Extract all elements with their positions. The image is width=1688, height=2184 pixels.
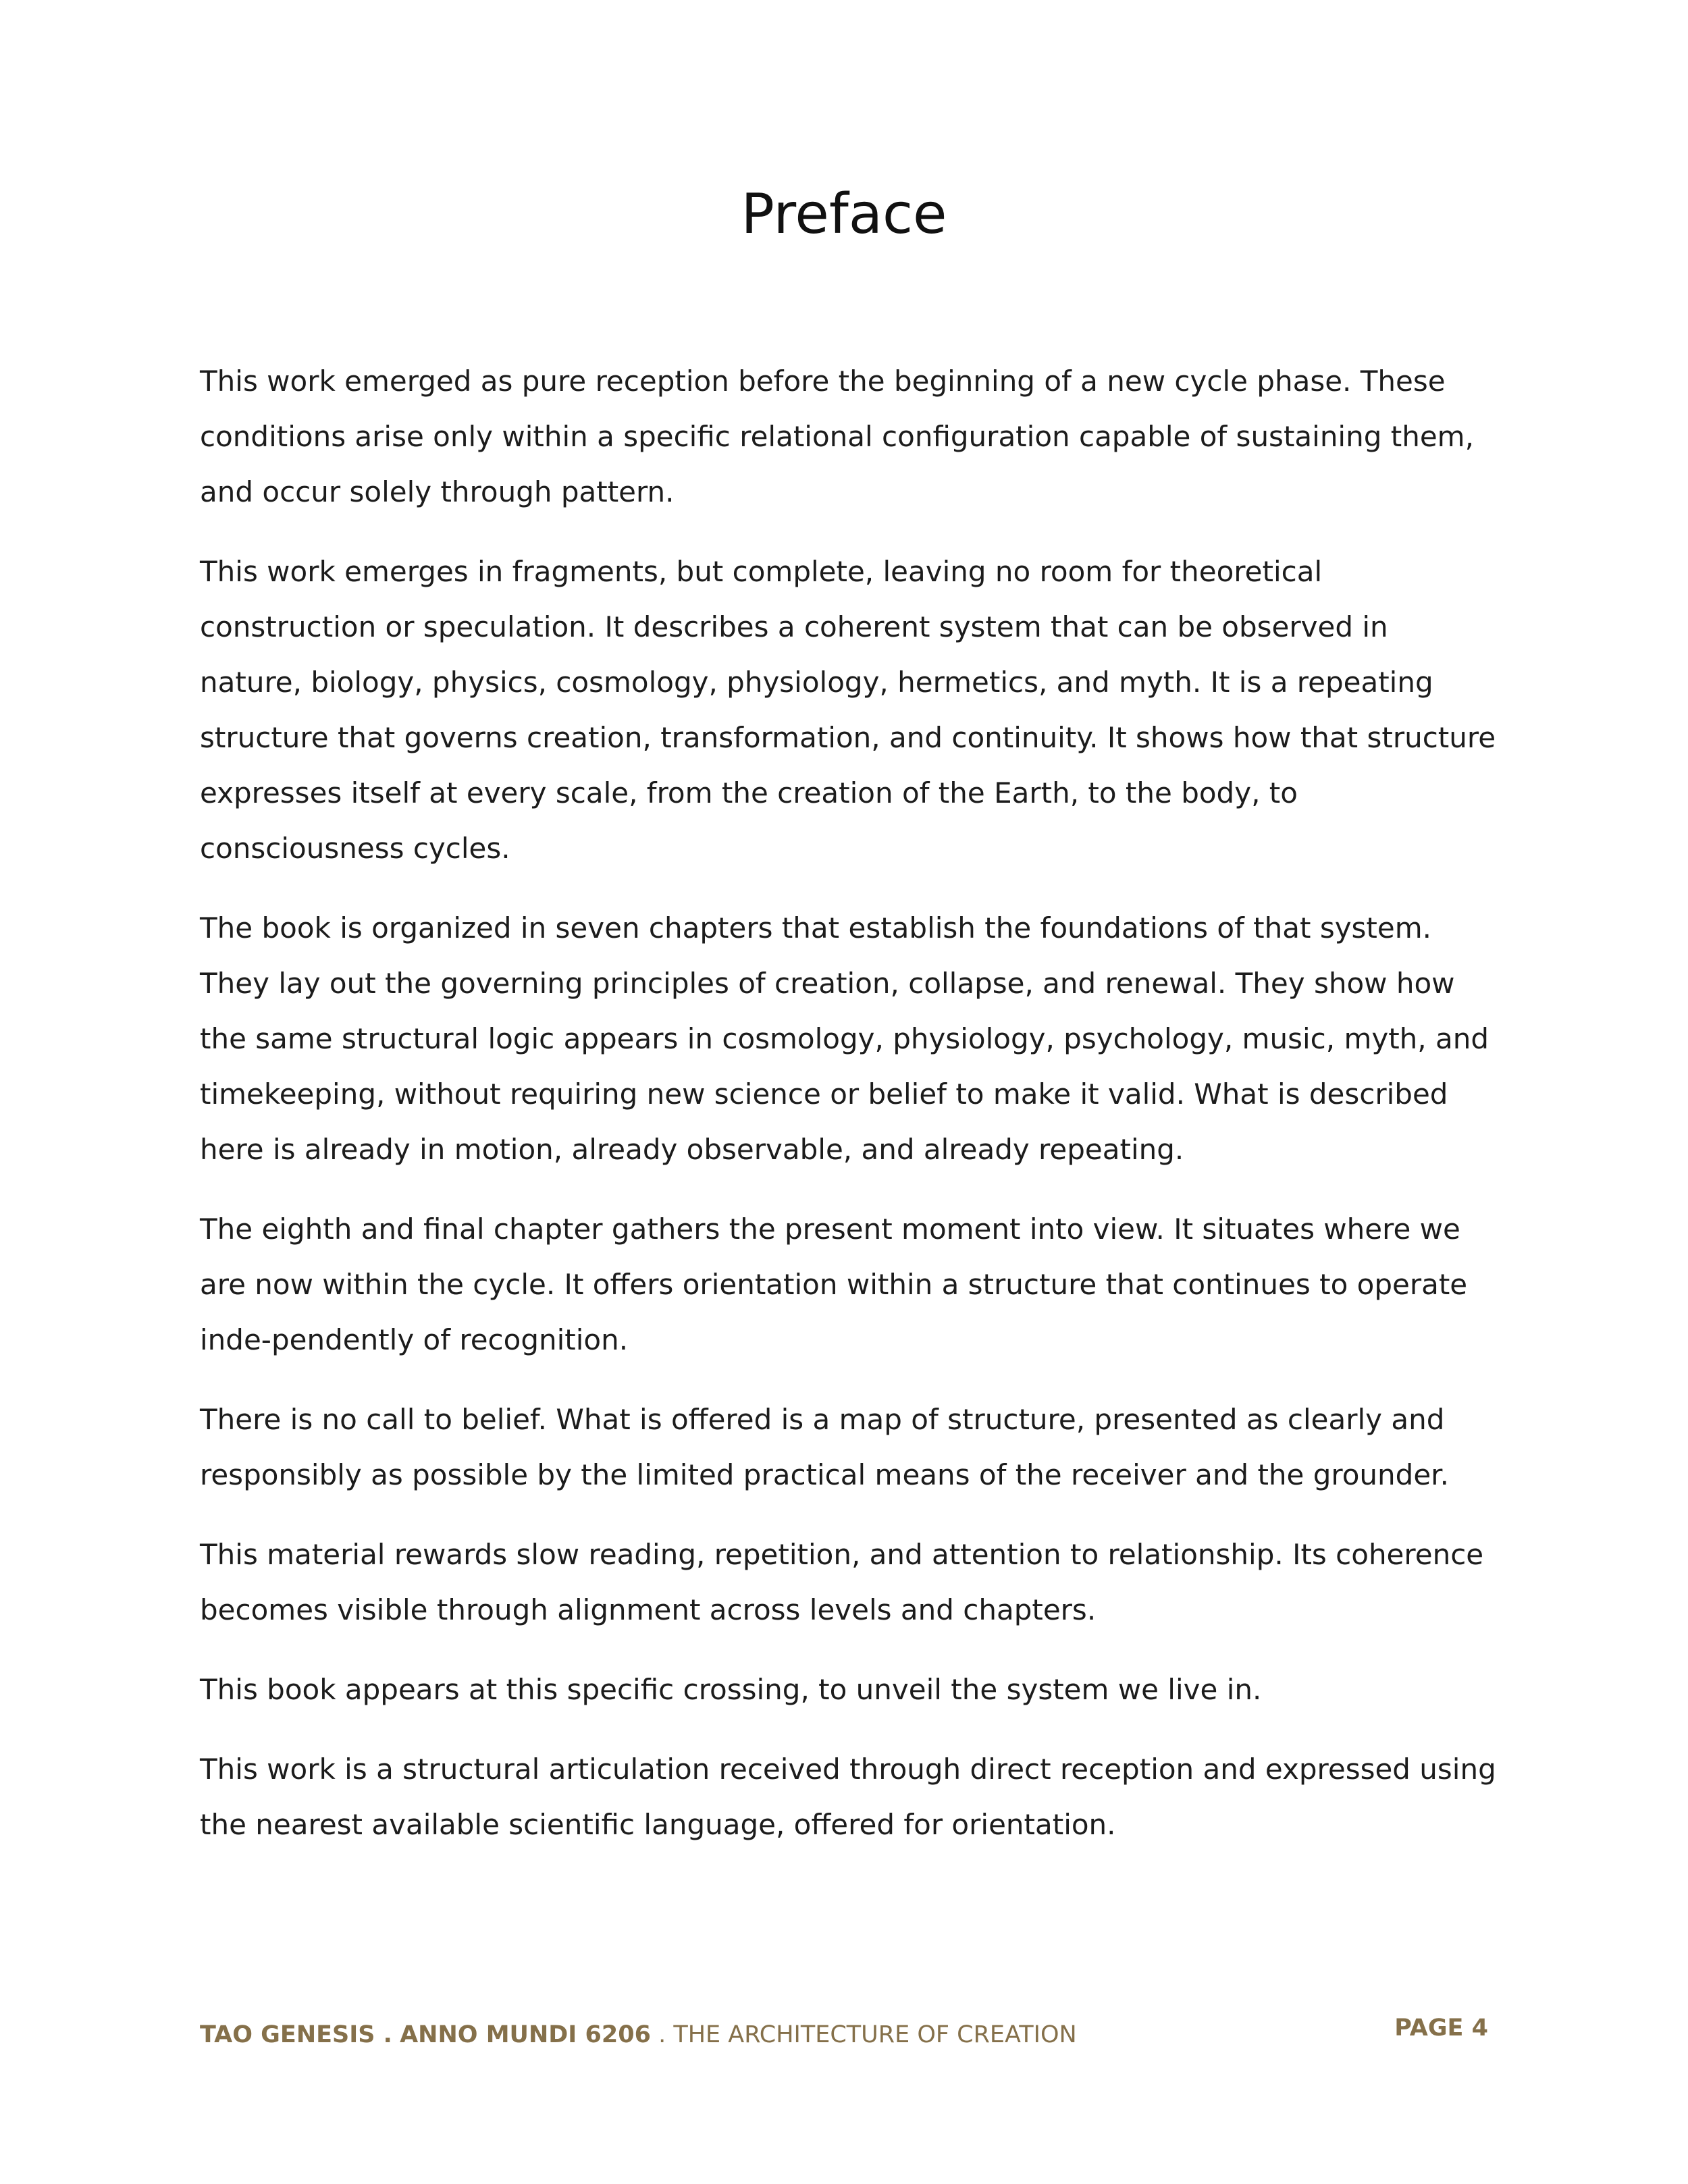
paragraph: The eighth and final chapter gathers the present moment into view. It situates where we are now within the cycle. It offers orientation within a structure that continues to operate inde-pendently of recognition. bbox=[200, 1213, 1468, 1356]
paragraph: There is no call to belief. What is offered is a map of structure, presented as clearly and responsibly as possible by the limited practical means of the receiver and the grounder. bbox=[200, 1403, 1449, 1491]
running-footer bbox=[200, 2021, 1077, 2048]
footer-subtitle: . THE ARCHITECTURE OF CREATION bbox=[658, 2021, 1077, 2048]
footer-anno-mundi: ANNO MUNDI 6206 bbox=[400, 2021, 651, 2048]
paragraph: The book is organized in seven chapters that establish the foundations of that system. They lay out the governing principles of creation, collapse, and renewal. They show how the same structural logic appears in cosmology, physiology, psychology, music, myth, and timekeeping, without requiring new science or belief to make it valid. What is described here is already in motion, already observable, and already repeating. bbox=[200, 911, 1489, 1166]
paragraph: This work emerges in fragments, but complete, leaving no room for theoretical construction or speculation. It describes a coherent system that can be observed in nature, biology, physics, cosmology, physiology, hermetics, and myth. It is a repeating structure that governs creation, transformation, and continuity. It shows how that structure expresses itself at every scale, from the creation of the Earth, to the body, to consciousness cycles. bbox=[200, 555, 1496, 865]
footer-book-title: TAO GENESIS . bbox=[200, 2021, 392, 2048]
page-number: PAGE 4 bbox=[1394, 2015, 1488, 2042]
paragraph: This work emerged as pure reception before the beginning of a new cycle phase. These conditions arise only within a specific relational configuration capable of sustaining them, and occur solely through pattern. bbox=[200, 365, 1474, 508]
page-title: Preface bbox=[741, 182, 947, 246]
paragraph: This material rewards slow reading, repetition, and attention to relationship. Its coherence becomes visible through alignment across levels and chapters. bbox=[200, 1538, 1484, 1626]
paragraph: This work is a structural articulation received through direct reception and expressed using the nearest available scientific language, offered for orientation. bbox=[200, 1753, 1496, 1841]
body-text bbox=[200, 354, 1496, 1877]
paragraph: This book appears at this specific crossing, to unveil the system we live in. bbox=[200, 1673, 1262, 1706]
